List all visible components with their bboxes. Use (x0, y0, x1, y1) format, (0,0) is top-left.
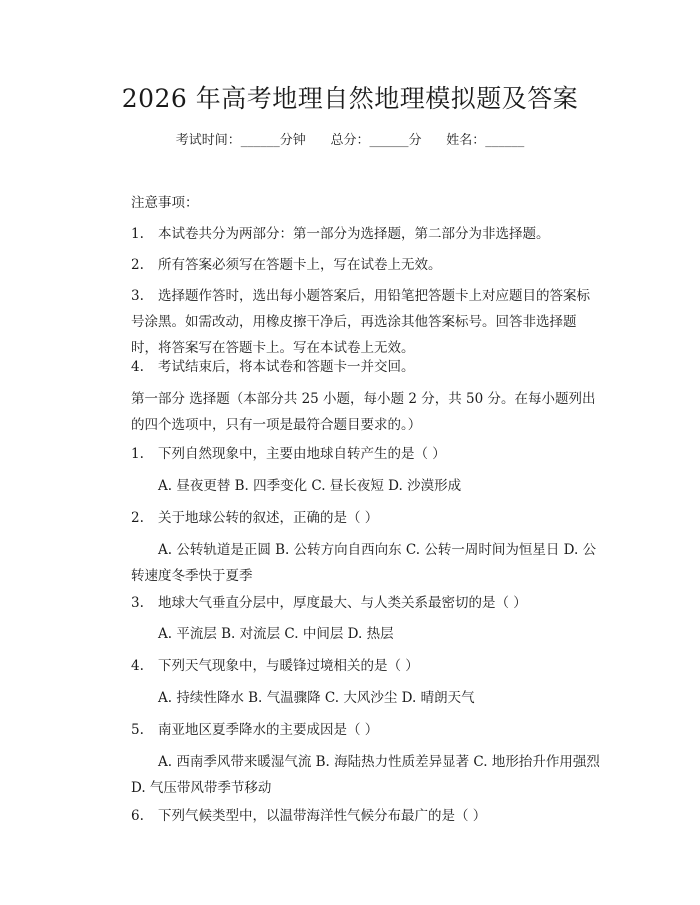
notice-item-text: 本试卷共分为两部分：第一部分为选择题，第二部分为非选择题。 (158, 226, 550, 242)
question-text: 地球大气垂直分层中，厚度最大、与人类关系最密切的是（ ） (158, 595, 527, 611)
question-stem (131, 441, 601, 467)
question-options: A. 平流层 B. 对流层 C. 中间层 D. 热层 (158, 626, 394, 642)
notice-heading: 注意事项： (131, 195, 199, 211)
question-stem (131, 717, 601, 743)
exam-meta-line: 考试时间：______分钟 总分：______分 姓名：______ (175, 133, 525, 148)
notice-item-number: 2. (131, 257, 144, 273)
notice-item (131, 354, 601, 380)
question-text: 关于地球公转的叙述，正确的是（ ） (158, 510, 379, 526)
question-stem (131, 803, 601, 829)
question-number: 2. (131, 510, 144, 526)
question-options: A. 公转轨道是正圆 B. 公转方向自西向东 C. 公转一周时间为恒星日 D. 公转速度冬季快于夏季 (131, 542, 597, 584)
notice-item (131, 221, 601, 247)
notice-item (131, 283, 601, 361)
question-text: 下列天气现象中，与暖锋过境相关的是（ ） (158, 658, 419, 674)
notice-item (131, 252, 601, 278)
question-stem (131, 590, 601, 616)
notice-item-text: 考试结束后，将本试卷和答题卡一并交回。 (158, 359, 415, 375)
question-text: 下列气候类型中，以温带海洋性气候分布最广的是（ ） (158, 808, 487, 824)
notice-item-number: 3. (131, 288, 144, 304)
question-options: A. 西南季风带来暖湿气流 B. 海陆热力性质差异显著 C. 地形抬升作用强烈 D. 气压带风带季节移动 (131, 754, 600, 796)
notice-item-text: 选择题作答时，选出每小题答案后，用铅笔把答题卡上对应题目的答案标号涂黑。如需改动，用橡皮擦干净后，再选涂其他答案标号。回答非选择题时，将答案写在答题卡上。写在本试卷上无效。 (131, 288, 590, 356)
page-title: 2026 年高考地理自然地理模拟题及答案 (121, 84, 579, 113)
notice-item-number: 4. (131, 359, 144, 375)
question-options: A. 持续性降水 B. 气温骤降 C. 大风沙尘 D. 晴朗天气 (158, 690, 475, 706)
question-number: 6. (131, 808, 144, 824)
question-number: 3. (131, 595, 144, 611)
question-number: 1. (131, 446, 144, 462)
question-text: 下列自然现象中，主要由地球自转产生的是（ ） (158, 446, 446, 462)
question-number: 5. (131, 722, 144, 738)
section-intro: 第一部分 选择题（本部分共 25 小题，每小题 2 分，共 50 分。在每小题列出的四个选项中，只有一项是最符合题目要求的。） (131, 391, 596, 433)
question-stem (131, 653, 601, 679)
question-text: 南亚地区夏季降水的主要成因是（ ） (158, 722, 379, 738)
question-number: 4. (131, 658, 144, 674)
question-stem (131, 505, 601, 531)
notice-item-number: 1. (131, 226, 144, 242)
notice-item-text: 所有答案必须写在答题卡上，写在试卷上无效。 (158, 257, 442, 273)
question-options: A. 昼夜更替 B. 四季变化 C. 昼长夜短 D. 沙漠形成 (158, 478, 462, 494)
